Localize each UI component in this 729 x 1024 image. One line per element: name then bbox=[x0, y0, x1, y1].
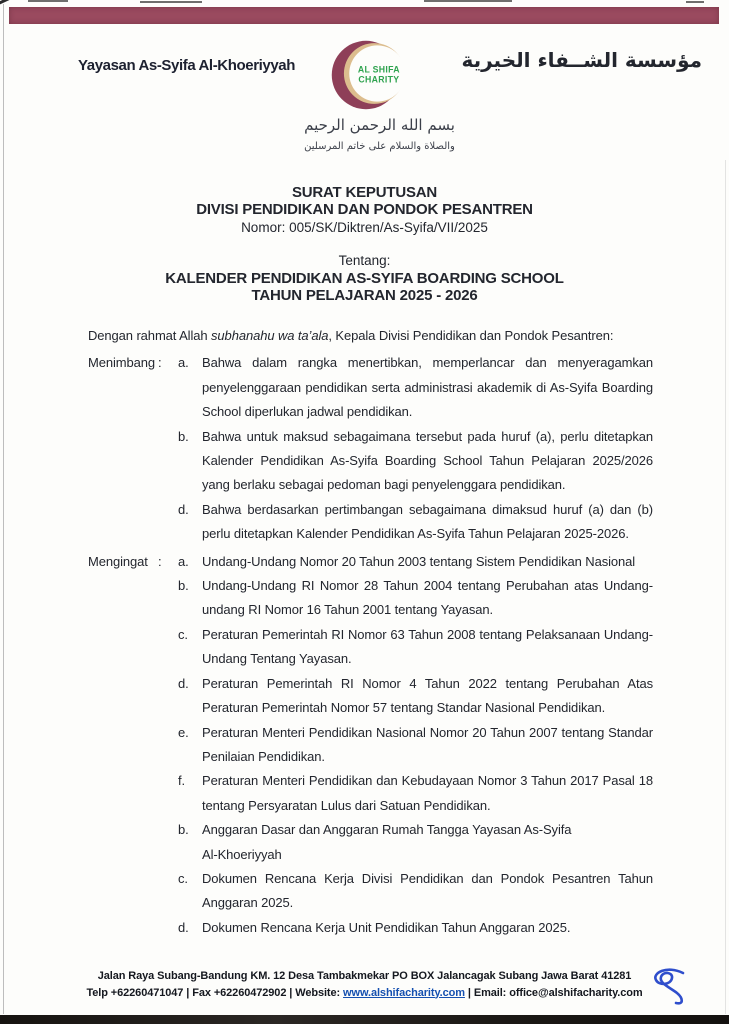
scan-edge-left bbox=[3, 4, 4, 1014]
item-text: Peraturan Pemerintah RI Nomor 63 Tahun 2008 tentang Pelaksanaan Undang-Undang Tentang Yayasan. bbox=[202, 626, 653, 667]
handwritten-initials bbox=[645, 966, 705, 1008]
org-name-latin: Yayasan As-Syifa Al-Khoeriyyah bbox=[78, 57, 295, 74]
subject-line2: TAHUN PELAJARAN 2025 - 2026 bbox=[251, 287, 478, 305]
scan-edge-bottom bbox=[0, 1015, 729, 1024]
item-letter: e. bbox=[178, 724, 189, 740]
footer-address: Jalan Raya Subang-Bandung KM. 12 Desa Tambakmekar PO BOX Jalancagak Subang Jawa Barat 41281 bbox=[97, 970, 632, 982]
tentang-label: Tentang: bbox=[338, 253, 391, 269]
website-link[interactable]: www.alshifacharity.com bbox=[343, 986, 465, 999]
item-letter: b. bbox=[178, 822, 189, 838]
item-text: Dokumen Rencana Kerja Unit Pendidikan Tahun Anggaran 2025. bbox=[202, 919, 571, 935]
org-name-arabic: مؤسسة الشــفاء الخيرية bbox=[461, 48, 702, 72]
item-text: Undang-Undang RI Nomor 28 Tahun 2004 tentang Perubahan atas Undang-undang RI Nomor 16 Tahun 2001 tentang Yayasan. bbox=[202, 578, 653, 618]
item-text: Undang-Undang Nomor 20 Tahun 2003 tentang Sistem Pendidikan Nasional bbox=[202, 553, 636, 569]
section-colon: : bbox=[158, 553, 162, 569]
section-label: Menimbang bbox=[88, 355, 156, 371]
item-letter: a. bbox=[178, 355, 189, 371]
scan-artifact bbox=[424, 0, 512, 2]
preamble-italic: subhanahu wa ta’ala bbox=[211, 328, 329, 343]
letterhead-footer bbox=[20, 968, 709, 1001]
subject-line1: KALENDER PENDIDIKAN AS-SYIFA BOARDING SCHOOL bbox=[165, 269, 564, 287]
item-letter: d. bbox=[178, 919, 189, 935]
preamble-suffix: , Kepala Divisi Pendidikan dan Pondok Pesantren: bbox=[328, 328, 614, 343]
preamble-prefix: Dengan rahmat Allah bbox=[88, 328, 212, 343]
bismillah-line1: بسم الله الرحمن الرحيم bbox=[304, 116, 455, 134]
item-text: Bahwa untuk maksud sebagaimana tersebut pada huruf (a), perlu ditetapkan Kalender Pendidikan As-Syifa Boarding School Tahun Pelajaran 2025/2026 yang berlaku sebagai pedoman bagi penyelenggara pendidikan. bbox=[202, 428, 653, 493]
item-letter: f. bbox=[178, 773, 186, 789]
item-letter: d. bbox=[178, 501, 189, 517]
preamble bbox=[88, 324, 653, 348]
decree-section bbox=[88, 550, 653, 941]
bismillah-line2: والصلاة والسلام على خاتم المرسلين bbox=[304, 141, 455, 152]
decree-sections bbox=[88, 351, 653, 940]
scan-artifact bbox=[28, 0, 68, 2]
section-label: Mengingat bbox=[88, 553, 148, 569]
footer-contact-middle: | Email: bbox=[464, 986, 510, 999]
footer-email: office@alshifacharity.com bbox=[509, 986, 643, 999]
title-block bbox=[0, 184, 729, 304]
section-colon: : bbox=[158, 355, 162, 371]
item-letter: d. bbox=[178, 675, 189, 691]
footer-contact-prefix: Telp +62260471047 | Fax +62260472902 | Website: bbox=[86, 986, 344, 999]
crescent-logo-icon bbox=[330, 37, 408, 113]
division-title: DIVISI PENDIDIKAN DAN PONDOK PESANTREN bbox=[196, 201, 533, 219]
bismillah-calligraphy bbox=[30, 116, 729, 152]
item-letter: c. bbox=[178, 870, 188, 886]
item-text: Peraturan Pemerintah RI Nomor 4 Tahun 2022 tentang Perubahan Atas Peraturan Pemerintah Nomor 57 tentang Standar Nasional Pendidikan. bbox=[202, 675, 653, 716]
letterhead-accent-bar bbox=[9, 7, 719, 24]
item-text: Bahwa dalam rangka menertibkan, memperlancar dan menyeragamkan penyelenggaraan pendidikan serta administrasi akademik di As-Syifa Boarding School diperlukan jadwal pendidikan. bbox=[202, 355, 653, 420]
item-letter: b. bbox=[178, 428, 189, 444]
item-text: Anggaran Dasar dan Anggaran Rumah Tangga Yayasan As-Syifa Al-Khoeriyyah bbox=[202, 822, 572, 862]
decree-body bbox=[88, 324, 653, 940]
logo-text-line1: AL SHIFA bbox=[357, 64, 400, 75]
logo-text-line2: CHARITY bbox=[358, 74, 400, 85]
footer-contact bbox=[20, 985, 709, 1002]
document-title: SURAT KEPUTUSAN bbox=[291, 184, 438, 201]
item-letter: b. bbox=[178, 578, 189, 594]
scan-artifact bbox=[686, 1, 704, 3]
item-text: Peraturan Menteri Pendidikan Nasional Nomor 20 Tahun 2007 tentang Standar Penilaian Pendidikan. bbox=[202, 724, 653, 764]
item-text: Dokumen Rencana Kerja Divisi Pendidikan dan Pondok Pesantren Tahun Anggaran 2025. bbox=[202, 870, 653, 911]
item-letter: c. bbox=[178, 626, 188, 642]
item-text: Bahwa berdasarkan pertimbangan sebagaimana dimaksud huruf (a) dan (b) perlu ditetapkan Kalender Pendidikan As-Syifa Tahun Pelajaran 2025-2026. bbox=[202, 501, 653, 542]
scan-artifact bbox=[140, 1, 202, 3]
document-number: Nomor: 005/SK/Diktren/As-Syifa/VII/2025 bbox=[241, 219, 488, 235]
item-text: Peraturan Menteri Pendidikan dan Kebudayaan Nomor 3 Tahun 2017 Pasal 18 tentang Persyaratan Lulus dari Satuan Pendidikan. bbox=[202, 773, 653, 813]
decree-section bbox=[88, 351, 653, 546]
item-letter: a. bbox=[178, 553, 189, 569]
